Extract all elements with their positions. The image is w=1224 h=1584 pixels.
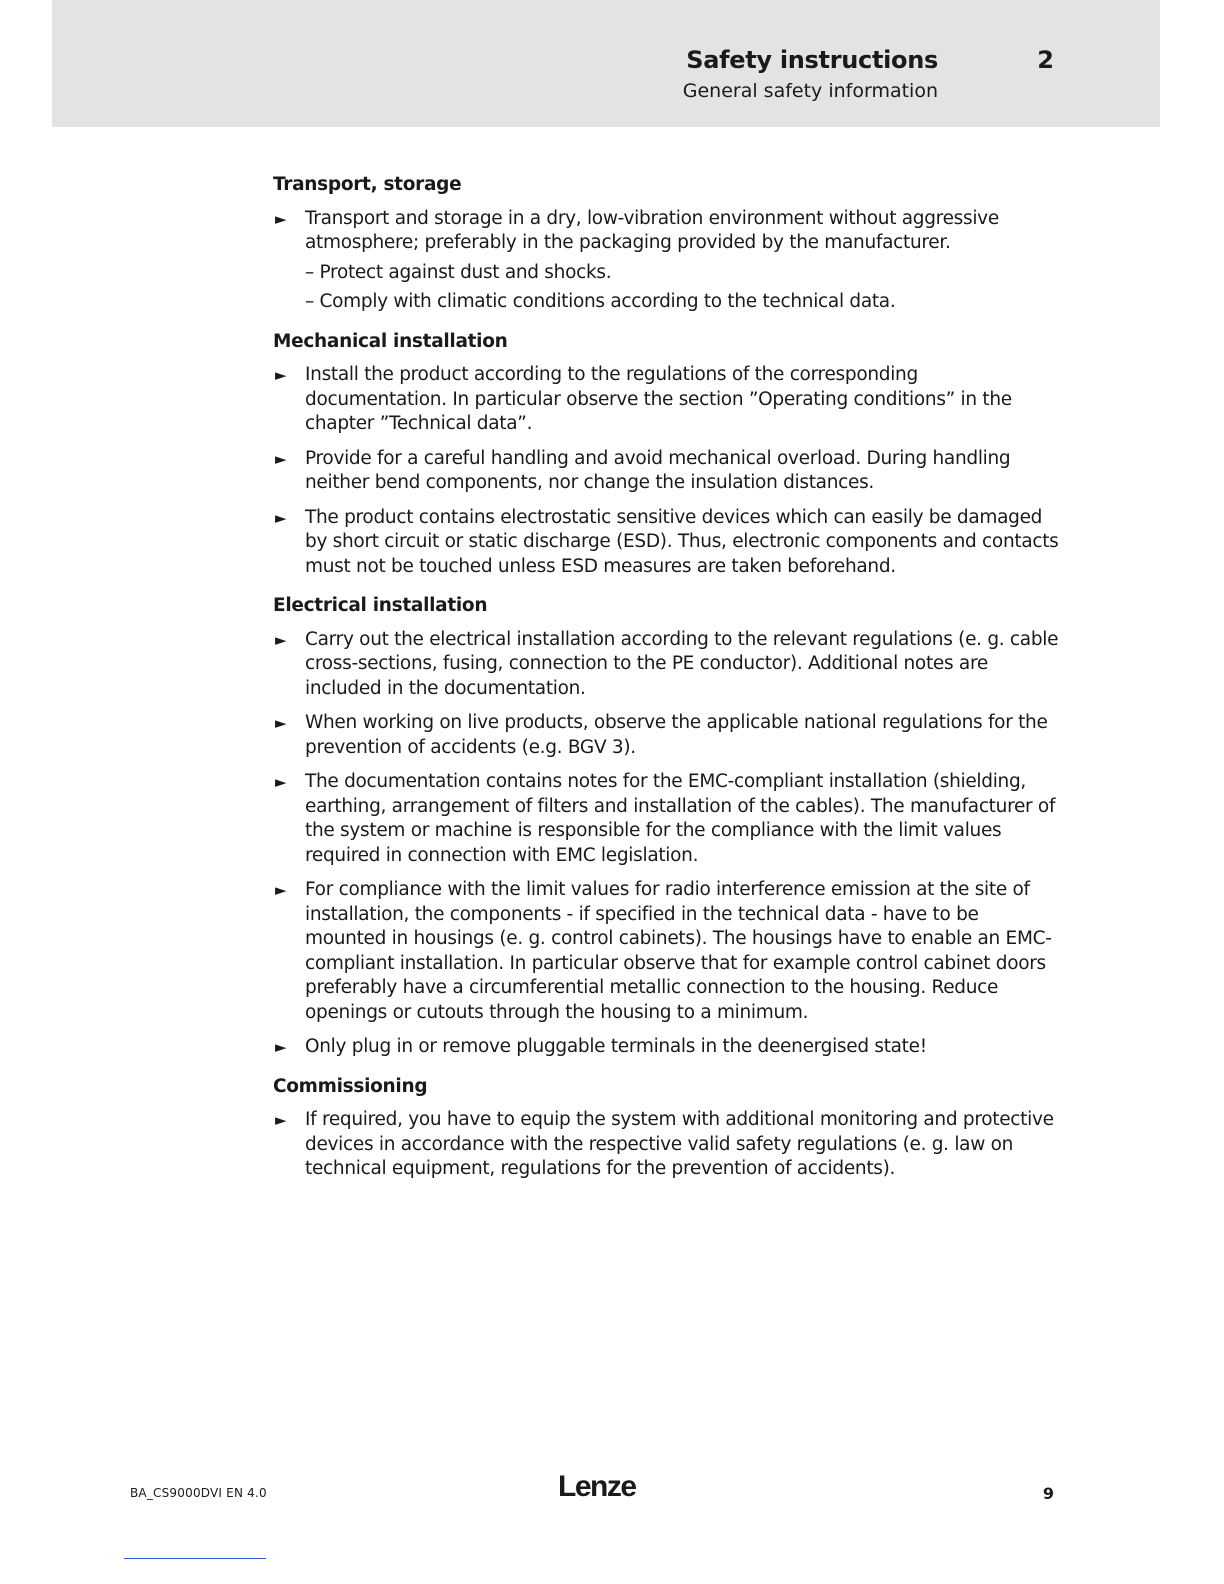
section-electrical-installation — [273, 594, 1063, 1060]
bullet-triangle-icon: ► — [275, 508, 287, 527]
list-item — [273, 363, 1063, 437]
list-item — [273, 878, 1063, 1025]
bullet-triangle-icon: ► — [275, 1111, 287, 1129]
list-item — [273, 447, 1063, 496]
bullet-triangle-icon: ► — [275, 1038, 287, 1056]
section-commissioning — [273, 1075, 1063, 1182]
footer-divider — [124, 1558, 266, 1559]
list-item — [273, 770, 1063, 868]
list-item-text: For compliance with the limit values for radio interference emission at the site of installation, the components - if specified in the technical data - have to be mounted in housings (e. g. control cabinets). The housings have to enable an EMC-compliant installation. In particular observe that for example control cabinet doors preferably have a circumferential metallic connection to the housing. Reduce openings or cutouts through the housing to a minimum. — [305, 879, 1052, 1023]
list-item-text: Only plug in or remove pluggable terminals in the deenergised state! — [305, 1036, 927, 1057]
list-item — [273, 1108, 1063, 1182]
list-item — [273, 207, 1063, 315]
section-transport-storage — [273, 173, 1063, 315]
bullet-triangle-icon: ► — [275, 449, 287, 468]
section-mechanical-installation — [273, 330, 1063, 580]
bullet-triangle-icon: ► — [275, 209, 287, 228]
list-item-text: The product contains electrostatic sensitive devices which can easily be damaged by short circuit or static discharge (ESD). Thus, electronic components and contacts must not be touched unless ESD measures are taken beforehand. — [305, 506, 1059, 577]
page-number: 9 — [1042, 1484, 1054, 1503]
list-item — [273, 506, 1063, 580]
list-item — [273, 1035, 1063, 1060]
list-item-text: Provide for a careful handling and avoid mechanical overload. During handling neither bend components, nor change the insulation distances. — [305, 447, 1011, 493]
section-heading: Commissioning — [273, 1075, 428, 1097]
bullet-triangle-icon: ► — [275, 714, 287, 732]
page-subtitle: General safety information — [682, 80, 938, 102]
list-item — [273, 711, 1063, 760]
list-item-text: When working on live products, observe the applicable national regulations for the prevention of accidents (e.g. BGV 3). — [305, 712, 1048, 758]
list-item-text: Install the product according to the regulations of the corresponding documentation. In particular observe the section ”Operating conditions” in the chapter ”Technical data”. — [305, 364, 1012, 434]
chapter-number: 2 — [1037, 46, 1054, 74]
bullet-triangle-icon: ► — [275, 630, 287, 649]
sub-item: – Protect against dust and shocks. — [305, 261, 612, 283]
page-title: Safety instructions — [686, 46, 938, 74]
section-heading: Transport, storage — [273, 174, 462, 195]
list-item-text: If required, you have to equip the system with additional monitoring and protective devices in accordance with the respective valid safety regulations (e. g. law on technical equipment, regulations for the prevention of accidents). — [305, 1109, 1054, 1179]
section-heading: Mechanical installation — [273, 330, 508, 352]
sub-item: – Comply with climatic conditions according to the technical data. — [305, 291, 896, 312]
document-body — [273, 173, 1063, 1197]
list-item — [273, 628, 1063, 702]
header-band — [52, 0, 1160, 127]
section-heading: Electrical installation — [273, 595, 488, 616]
list-item-text: Carry out the electrical installation according to the relevant regulations (e. g. cable cross-sections, fusing, connection to the PE conductor). Additional notes are included in the documentation. — [305, 628, 1059, 699]
list-item-text: The documentation contains notes for the EMC-compliant installation (shielding, earthing, arrangement of filters and installation of the cables). The manufacturer of the system or machine is responsible for the compliance with the limit values required in connection with EMC legislation. — [305, 771, 1056, 866]
document-id: BA_CS9000DVI EN 4.0 — [130, 1486, 267, 1500]
bullet-triangle-icon: ► — [275, 366, 287, 384]
lenze-logo: Lenze — [558, 1470, 636, 1503]
bullet-triangle-icon: ► — [275, 881, 287, 899]
list-item-text: Transport and storage in a dry, low-vibration environment without aggressive atmosphere; preferably in the packaging provided by the manufacturer. — [305, 207, 999, 253]
bullet-triangle-icon: ► — [275, 773, 287, 791]
